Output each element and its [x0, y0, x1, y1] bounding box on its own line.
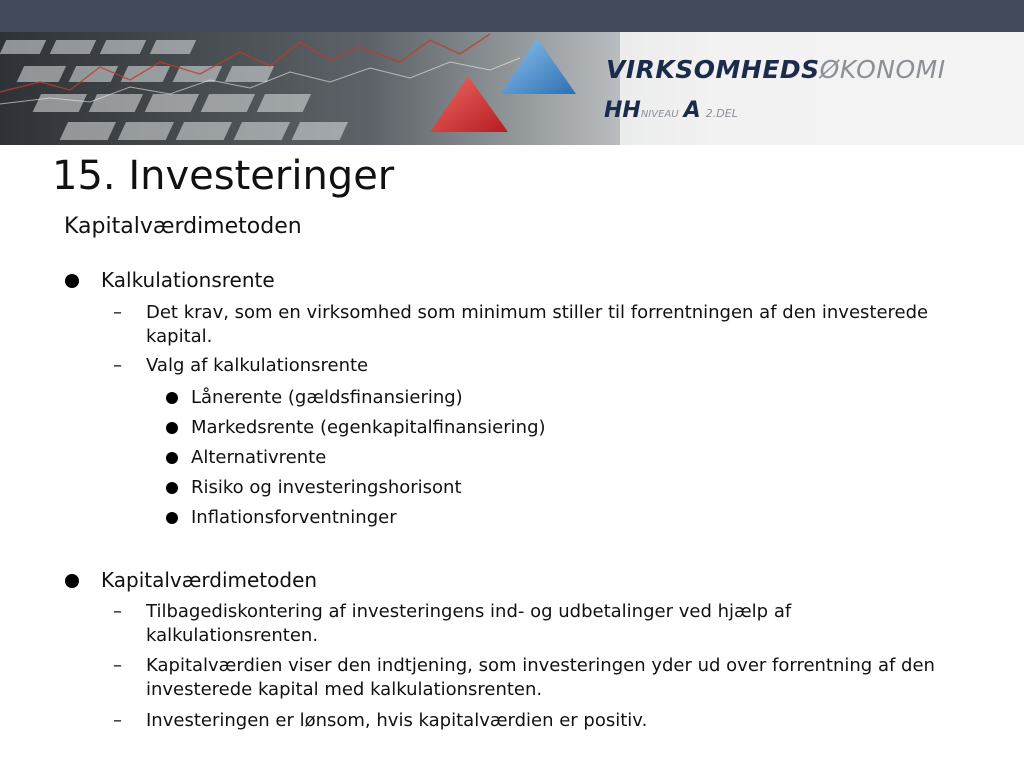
brand-del: 2.DEL: [705, 107, 738, 120]
bullet-icon: [166, 452, 178, 464]
brand-accent-text: ØKONOMI: [819, 55, 946, 84]
brand-niveau: NIVEAU: [640, 109, 679, 120]
dash-bullet: –: [113, 302, 122, 323]
header-banner: [0, 32, 1024, 145]
bullet-icon: [166, 392, 178, 404]
section-heading: Kalkulationsrente: [101, 268, 275, 292]
list-item: Det krav, som en virksomhed som minimum stiller til forrentningen af den investerede kapital.: [146, 302, 929, 347]
list-item: Valg af kalkulationsrente: [146, 355, 369, 376]
dash-bullet: –: [113, 710, 122, 731]
dash-bullet: –: [113, 655, 122, 676]
sub-list-item: Inflationsforventninger: [191, 507, 397, 528]
sub-list-item: Lånerente (gældsfinansiering): [191, 387, 463, 408]
page-title: 15. Investeringer: [52, 153, 395, 199]
list-item: Investeringen er lønsom, hvis kapitalværdien er positiv.: [146, 710, 648, 731]
keyboard-chart-image: [0, 32, 620, 145]
brand-hh: HH: [604, 98, 641, 123]
page-subtitle: Kapitalværdimetoden: [64, 214, 302, 239]
sub-list-item: Alternativrente: [191, 447, 327, 468]
dash-bullet: –: [113, 601, 122, 622]
sub-list-item: Markedsrente (egenkapitalfinansiering): [191, 417, 546, 438]
brand-main-text: VIRKSOMHEDS: [606, 55, 820, 84]
bullet-icon: [166, 482, 178, 494]
brand-logo: [606, 55, 946, 84]
bullet-icon: [65, 574, 79, 588]
bullet-icon: [65, 274, 79, 288]
brand-level: A: [683, 98, 701, 123]
list-item: Tilbagediskontering af investeringens ind- og udbetalinger ved hjælp af kalkulationsrenten.: [146, 601, 792, 646]
bullet-icon: [166, 422, 178, 434]
sub-list-item: Risiko og investeringshorisont: [191, 477, 462, 498]
brand-subline: [604, 98, 738, 123]
list-item: Kapitalværdien viser den indtjening, som investeringen yder ud over forrentning af den investerede kapital med kalkulationsrenten.: [146, 655, 935, 700]
top-bar: [0, 0, 1024, 32]
section-heading: Kapitalværdimetoden: [101, 568, 318, 592]
dash-bullet: –: [113, 355, 122, 376]
bullet-icon: [166, 512, 178, 524]
